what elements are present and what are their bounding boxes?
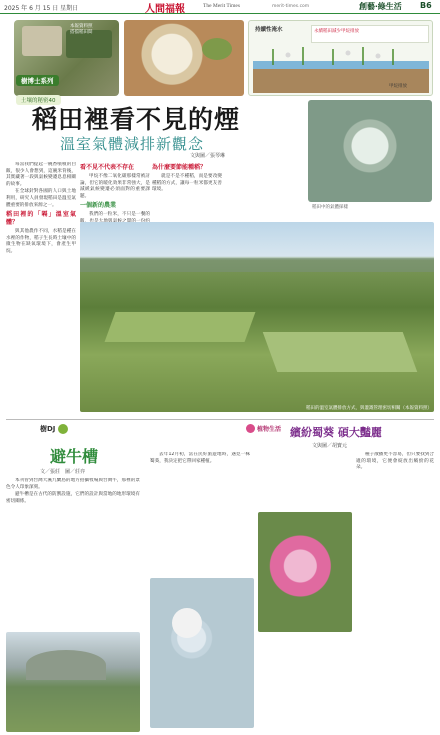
col1-heading: 稻田裡的「嗝」溫室氣體？ [6, 211, 76, 227]
methane-diagram [248, 20, 433, 96]
dj-column-name: 樹DJ [40, 425, 56, 433]
col2-heading1: 看不見不代表不存在 [80, 164, 135, 171]
issue-date: 2025 年 6 月 15 日 星期日 [4, 5, 79, 12]
article1-col3: 為什麼要節能種稻？ 就是不是不種稻，而是要改變種稻的方式，讓每一粒米都更友善環境。 [152, 164, 222, 193]
diagram-legend: 永續稻田減少甲烷排放 [311, 25, 429, 43]
website: merit-times.com [272, 4, 310, 9]
tag-line1: 樹博士系列 [16, 75, 59, 86]
article3-column-badge [246, 424, 281, 433]
hollyhock-photo-2 [258, 512, 352, 632]
hollyhock-photo-1 [150, 578, 254, 728]
article2-column-badge [40, 424, 68, 434]
article2-photo [6, 632, 140, 732]
tag-line2: 土壤的秘密40 [16, 95, 61, 105]
article1-col1: 每當我們提起一碗香噴噴的白飯，很少人會想到，這碗米背後，其實藏著一段與氣候變遷息息相關的故事。 在全球針對各國的人口與土地利用，研究人員發現稻田是溫室氣體重要的排放來源之一。 稻田裡的「嗝」溫室氣體？ 與其他農作不同，水稻是種在水裡的作物，稻子生長時土壤中的微生物在缺氧環境下，會產生甲烷。 [6, 162, 76, 254]
article3-byline: 文與圖／胡寶元 [312, 443, 348, 449]
article2-byline: 文／張莊 圖／莊弈 [40, 469, 86, 475]
col2-heading2: 一個新的農業 [80, 202, 117, 210]
article3-title: 繽紛蜀葵 碩大豔麗 [290, 426, 382, 439]
food-photo [124, 20, 244, 96]
section-divider [6, 419, 434, 420]
article1-subtitle: 溫室氣體減排新觀念 [60, 135, 205, 153]
article3-col2: 種子散播更不容易，但只要找到合適的環境，它便會綻放出繽紛的花朵。 [356, 452, 434, 471]
article1-col2: 看不見不代表不存在 甲烷不像二氧化碳那樣常被討論，但它的暖化效果非常強大，是減緩氣候變遷必須面對的重要課題。 一個新的農業 我們的一粒米，不只是一餐的 [80, 164, 150, 218]
leaf-icon [58, 424, 68, 434]
photo-caption: 稻田的溫室氣體排放方式，與灌溉管理密切相關（本報資料照） [306, 406, 432, 411]
article2-title: 避牛槽 [50, 447, 99, 466]
plant-column-name: 植物生活 [257, 426, 282, 433]
inset-caption: 稻田中的氣體採樣 [312, 205, 348, 210]
diagram-title: 持續性淹水 [255, 27, 283, 33]
rice-field-photo [80, 222, 434, 412]
article2-body: 本刊曾到台灣大溪九蘭島的地方拍攝牧場與台灣牛，那裡的景色令人印象深刻。 避牛槽是在古代的防禦設施，它們的設計與當地的地形環境有密切關係。 [6, 478, 140, 504]
section-title: 創藝‧綠生活 [359, 2, 402, 11]
logo-en: The Merit Times [203, 3, 240, 9]
diagram-note: 甲烷排放 [389, 84, 407, 89]
col3-heading: 為什麼要節能種稻？ [152, 164, 207, 171]
left-caption: 本報資料照 搭擋稻田間 [70, 24, 93, 35]
flower-icon [246, 424, 255, 433]
article1-byline: 文與圖／張琴琳 [190, 153, 226, 159]
page-number: B6 [420, 1, 432, 10]
article1-title: 稻田裡看不見的煙 [32, 105, 241, 134]
logo-cn: 人間福報 [145, 4, 185, 15]
article3-col1: 去年12月初，當在民好旅遊地時，遇見一株蜀葵，我決定把它帶回家種植。 [150, 452, 250, 464]
masthead [0, 0, 440, 14]
series-tag [16, 68, 88, 104]
inset-photo [308, 100, 432, 202]
